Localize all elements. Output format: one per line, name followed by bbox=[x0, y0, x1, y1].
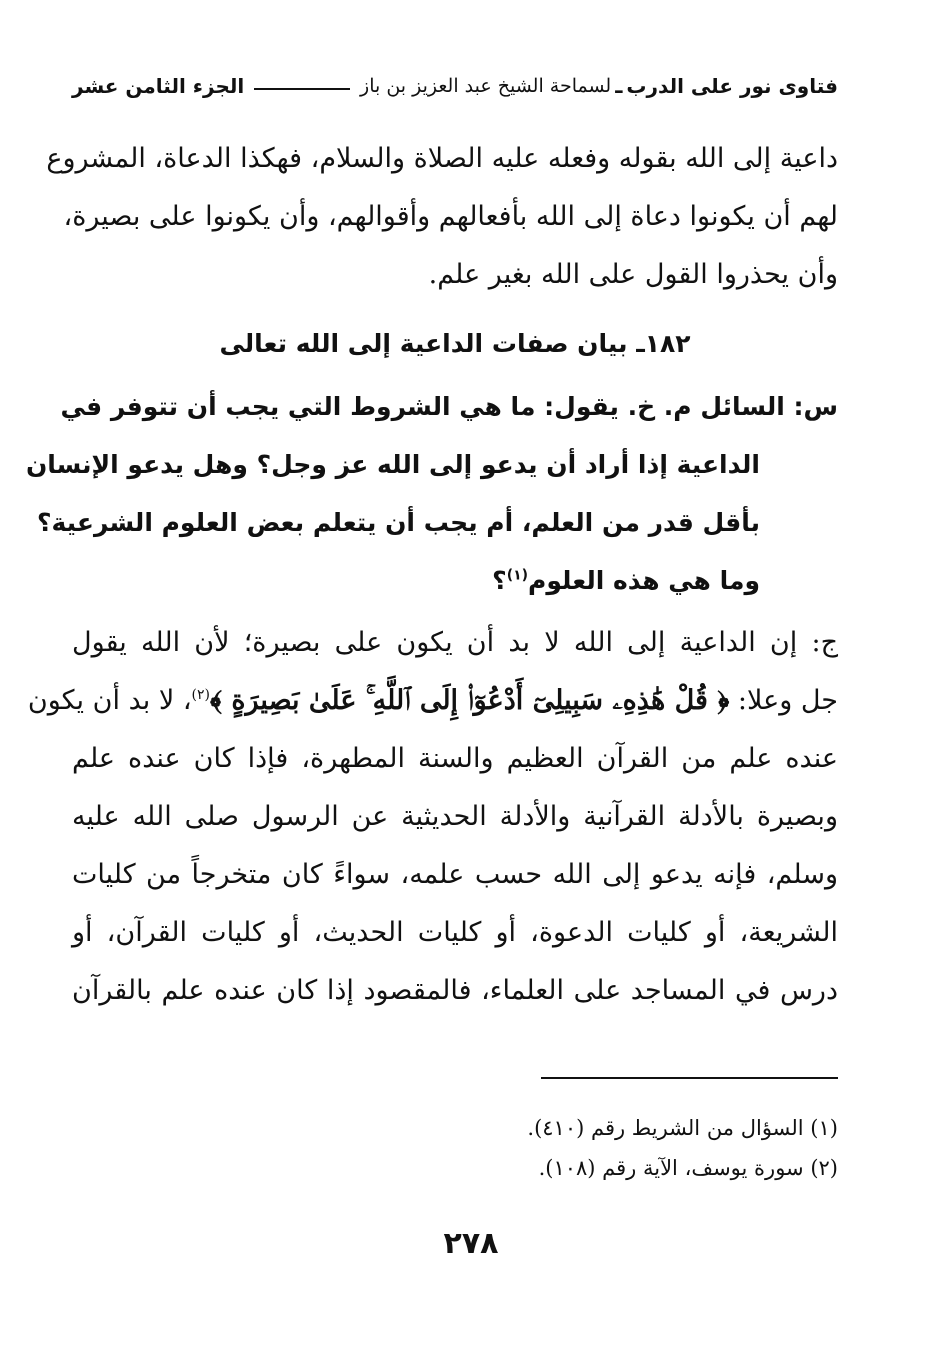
answer-line-with-verse bbox=[27, 672, 838, 730]
question-line-last bbox=[72, 552, 760, 610]
question-mark: ؟ bbox=[492, 566, 507, 595]
answer-line: وسلم، فإنه يدعو إلى الله حسب علمه، سواءً كان متخرجاً من كليات bbox=[72, 859, 838, 890]
section-heading: ١٨٢ـ بيان صفات الداعية إلى الله تعالى bbox=[219, 329, 691, 358]
footnote-ref-1: (١) bbox=[506, 567, 529, 584]
header-separator: ـ bbox=[615, 74, 623, 98]
question-line: الداعية إذا أراد أن يدعو إلى الله عز وجل؟ وهل يدعو الإنسان bbox=[25, 450, 760, 479]
author-name: لسماحة الشيخ عبد العزيز بن باز bbox=[360, 75, 612, 97]
book-title: فتاوى نور على الدرب bbox=[626, 74, 838, 98]
body-line: داعية إلى الله بقوله وفعله عليه الصلاة والسلام، فهكذا الدعاة، المشروع bbox=[46, 143, 838, 174]
answer-line: درس في المساجد على العلماء، فالمقصود إذا كان عنده علم بالقرآن bbox=[72, 975, 838, 1006]
footnote-1: (١) السؤال من الشريط رقم (٤١٠). bbox=[527, 1116, 838, 1140]
answer-line: ج: إن الداعية إلى الله لا بد أن يكون على بصيرة؛ لأن الله يقول bbox=[72, 627, 838, 658]
page-number: ٢٧٨ bbox=[443, 1226, 499, 1261]
body-line: لهم أن يكونوا دعاة إلى الله بأفعالهم وأقوالهم، وأن يكونوا على بصيرة، bbox=[63, 201, 838, 232]
body-line: وأن يحذروا القول على الله بغير علم. bbox=[428, 259, 838, 290]
answer-line: وبصيرة بالأدلة القرآنية والأدلة الحديثية عن الرسول صلى الله عليه bbox=[72, 801, 838, 832]
question-text: وما هي هذه العلوم bbox=[528, 566, 760, 595]
header-rule bbox=[254, 88, 350, 90]
running-header bbox=[72, 66, 838, 106]
question-line: س: السائل م. خ. يقول: ما هي الشروط التي يجب أن تتوفر في bbox=[60, 392, 838, 421]
quran-verse: ﴿ قُلْ هَٰذِهِۦ سَبِيلِىٓ أَدْعُوٓا۟ إِلَى ٱللَّهِ ۚ عَلَىٰ بَصِيرَةٍ ﴾ bbox=[210, 685, 730, 716]
footnote-divider bbox=[541, 1077, 838, 1079]
question-line: بأقل قدر من العلم، أم يجب أن يتعلم بعض العلوم الشرعية؟ bbox=[37, 508, 760, 537]
answer-line: عنده علم من القرآن العظيم والسنة المطهرة، فإذا كان عنده علم bbox=[72, 743, 838, 774]
footnote-ref-2: (٢) bbox=[191, 687, 211, 703]
answer-text: جل وعلا: bbox=[729, 685, 838, 716]
volume-label: الجزء الثامن عشر bbox=[72, 74, 245, 98]
answer-text: ، لا بد أن يكون bbox=[27, 685, 192, 716]
answer-line: الشريعة، أو كليات الدعوة، أو كليات الحديث، أو كليات القرآن، أو bbox=[72, 917, 838, 948]
footnote-2: (٢) سورة يوسف، الآية رقم (١٠٨). bbox=[538, 1156, 838, 1180]
